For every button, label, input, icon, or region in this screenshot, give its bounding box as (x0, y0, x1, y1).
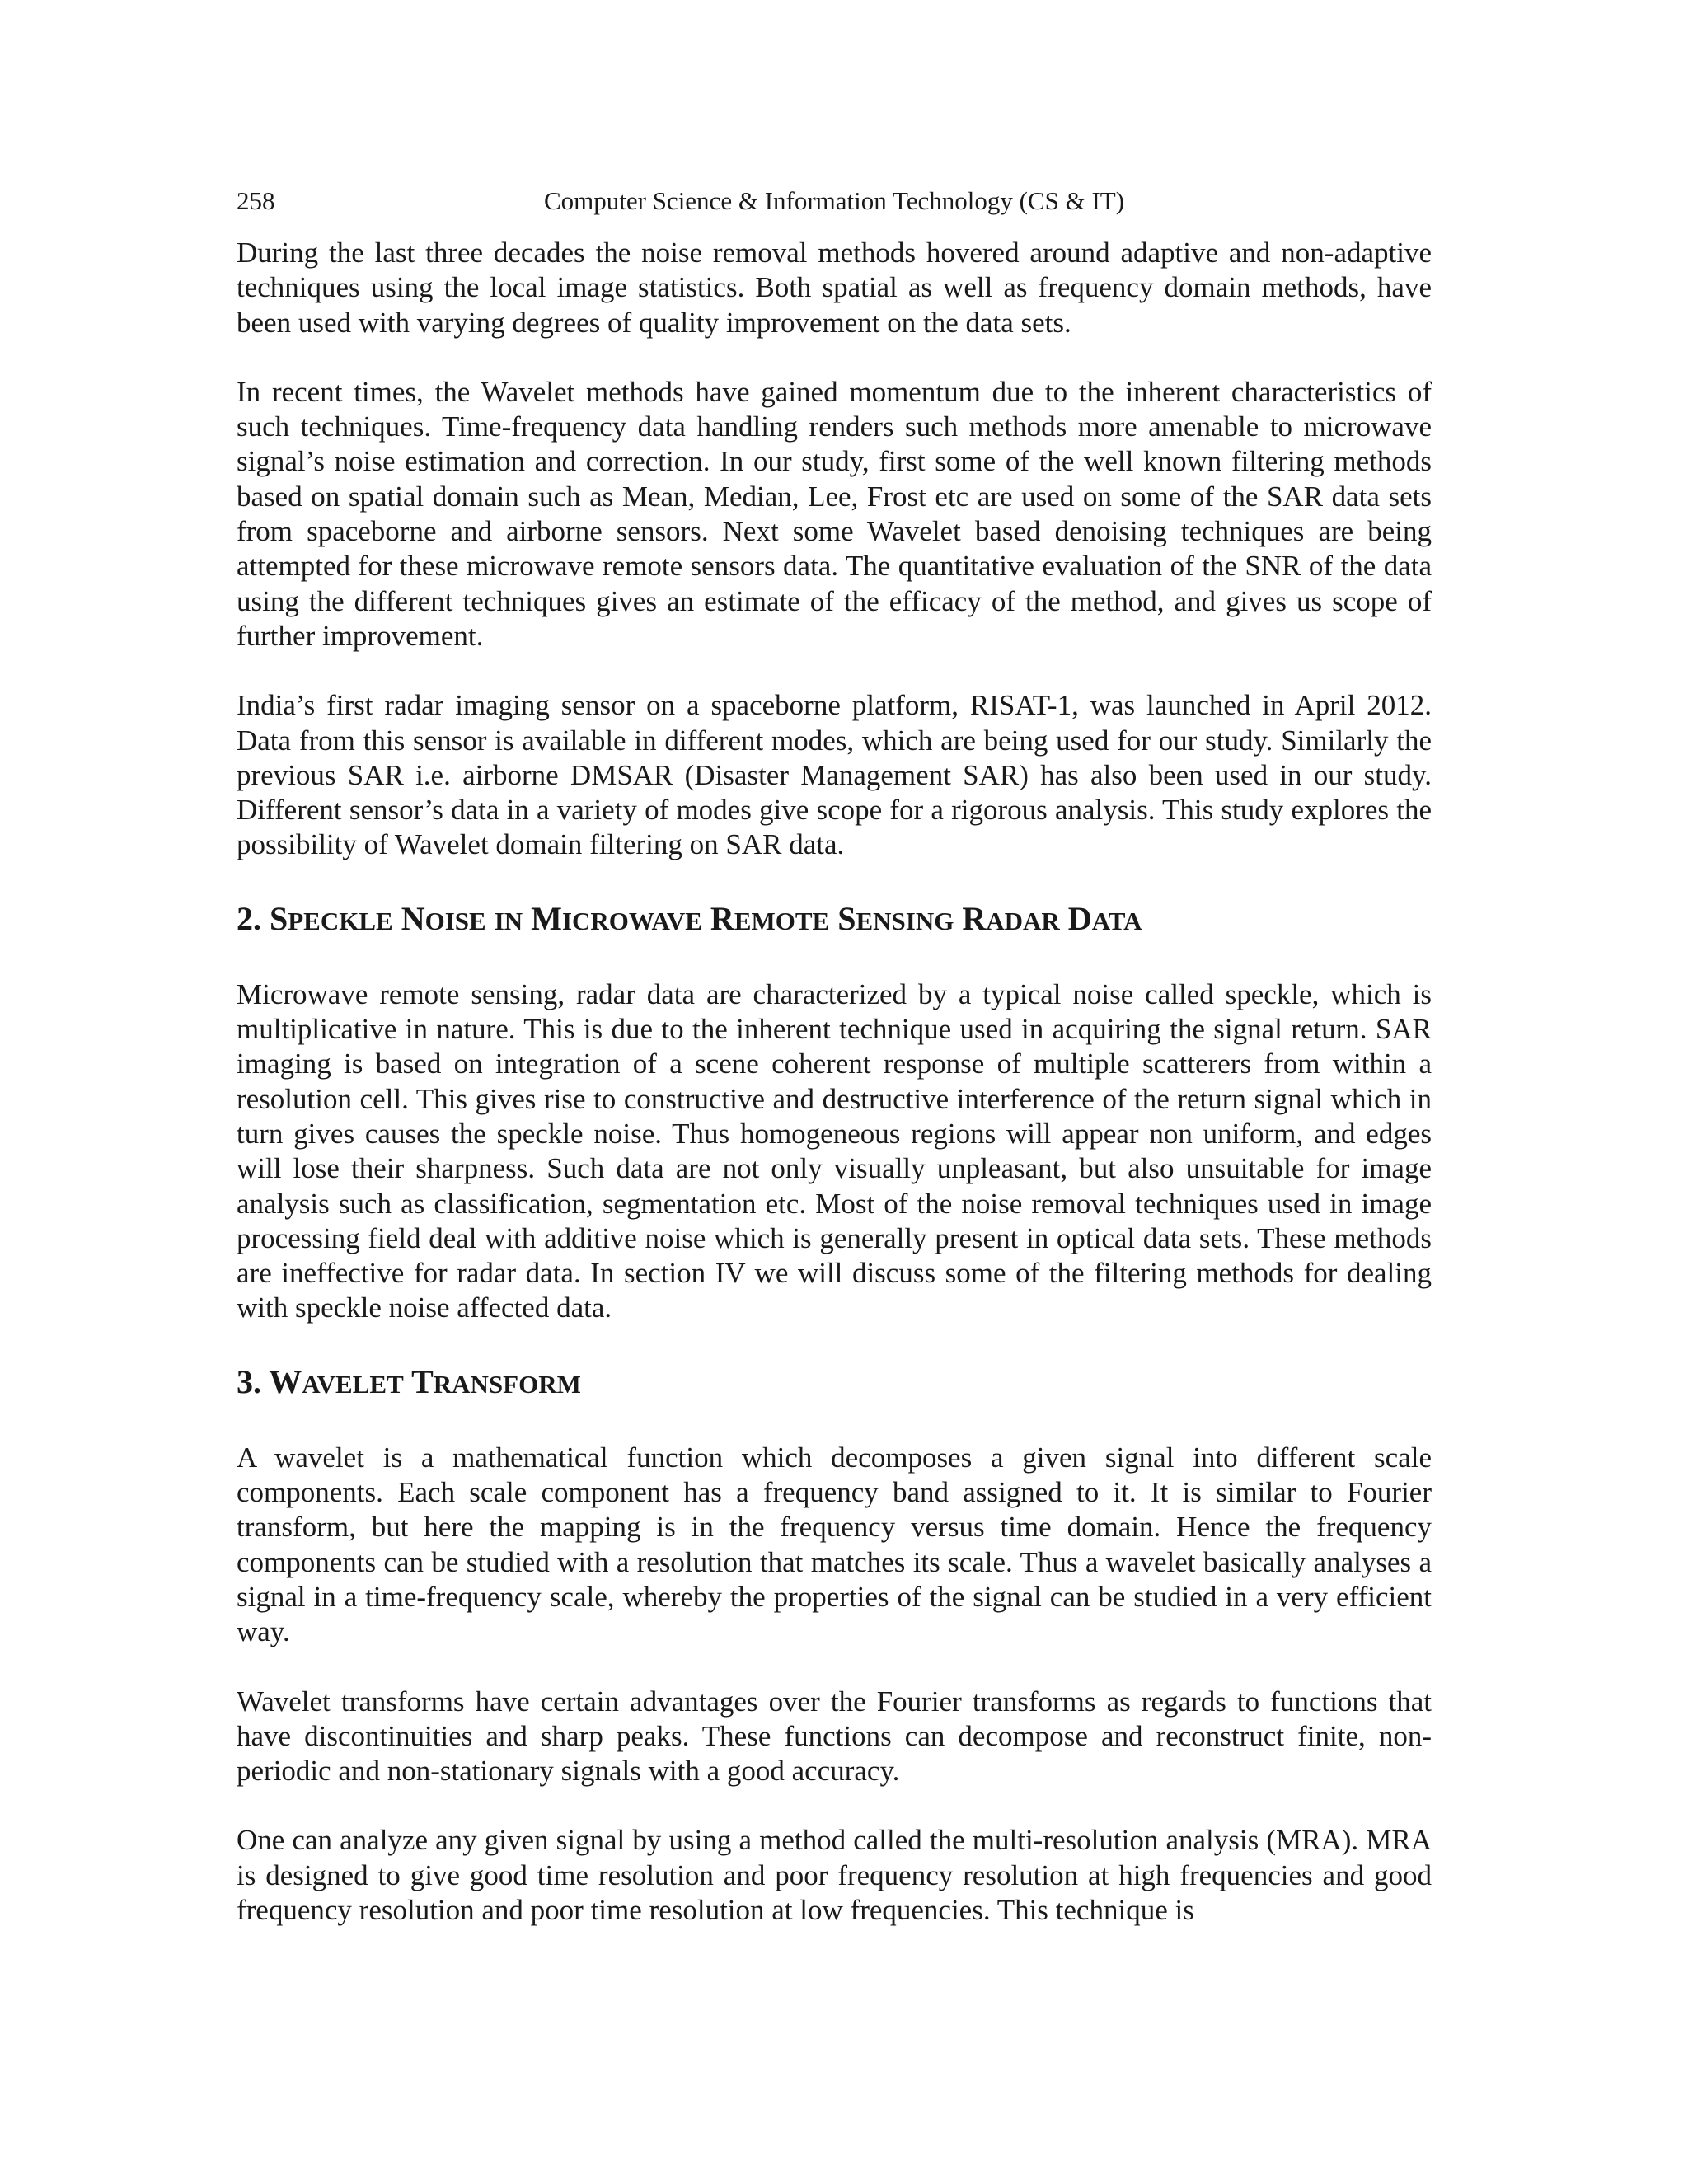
paragraph: A wavelet is a mathematical function which decomposes a given signal into different scale components. Each scale component has a frequency band assigned to it. It is similar to Fourier transform, but here the mapping is in the frequency versus time domain. Hence the frequency components can be studied with a resolution that matches its scale. Thus a wavelet basically analyses a signal in a time-frequency scale, whereby the properties of the signal can be studied in a very efficient way. (237, 1441, 1432, 1648)
heading-letter: M (531, 899, 562, 937)
page-number: 258 (237, 186, 275, 215)
section-number: 2. (237, 899, 261, 937)
running-title: Computer Science & Information Technology (CS & IT) (543, 186, 1125, 215)
section-number: 3. (237, 1362, 261, 1400)
heading-word: EMOTE (734, 906, 830, 935)
paragraph: Wavelet transforms have certain advantages over the Fourier transforms as regards to functions that have discontinuities and sharp peaks. These functions can decompose and reconstruct finite, non-periodic and non-stationary signals with a good accuracy. (237, 1685, 1432, 1788)
section-heading-speckle-noise (237, 899, 1432, 941)
heading-word: ATA (1091, 906, 1142, 935)
section-heading-wavelet-transform (237, 1362, 1432, 1404)
heading-letter: R (962, 899, 987, 937)
heading-letter: T (411, 1362, 434, 1400)
heading-word: IN (494, 906, 523, 935)
heading-letter: N (401, 899, 425, 937)
paragraph: During the last three decades the noise removal methods hovered around adaptive and non-adaptive techniques using the local image statistics. Both spatial as well as frequency domain methods, have been used with varying degrees of quality improvement on the data sets. (237, 237, 1432, 339)
heading-word: OISE (424, 906, 486, 935)
heading-letter: W (269, 1362, 302, 1400)
heading-letter: R (710, 899, 734, 937)
heading-word: ICROWAVE (561, 906, 702, 935)
heading-word: RANSFORM (433, 1369, 581, 1399)
heading-word: ENSING (856, 906, 954, 935)
heading-word: AVELET (302, 1369, 404, 1399)
heading-word: PECKLE (288, 906, 393, 935)
page-header (237, 183, 1432, 219)
heading-word: ADAR (986, 906, 1060, 935)
page-body (237, 236, 1432, 1928)
paragraph: India’s first radar imaging sensor on a spaceborne platform, RISAT-1, was launched in April 2012. Data from this sensor is available in different modes, which are being used for our study. Similarly the previous SAR i.e. airborne DMSAR (Disaster Management SAR) has also been used in our study. Different sensor’s data in a variety of modes give scope for a rigorous analysis. This study explores the possibility of Wavelet domain filtering on SAR data. (237, 689, 1432, 861)
paragraph: In recent times, the Wavelet methods have gained momentum due to the inherent characteristics of such techniques. Time-frequency data handling renders such methods more amenable to microwave signal’s noise estimation and correction. In our study, first some of the well known filtering methods based on spatial domain such as Mean, Median, Lee, Frost etc are used on some of the SAR data sets from spaceborne and airborne sensors. Next some Wavelet based denoising techniques are being attempted for these microwave remote sensors data. The quantitative evaluation of the SNR of the data using the different techniques gives an estimate of the efficacy of the method, and gives us scope of further improvement. (237, 375, 1432, 652)
heading-letter: S (270, 899, 288, 937)
heading-letter: S (837, 899, 856, 937)
paragraph: One can analyze any given signal by using a method called the multi-resolution analysis (MRA). MRA is designed to give good time resolution and poor frequency resolution at high frequencies and good frequency resolution and poor time resolution at low frequencies. This technique is (237, 1824, 1432, 1926)
heading-letter: D (1067, 899, 1092, 937)
paragraph: Microwave remote sensing, radar data are characterized by a typical noise called speckle, which is multiplicative in nature. This is due to the inherent technique used in acquiring the signal return. SAR imaging is based on integration of a scene coherent response of multiple scatterers from within a resolution cell. This gives rise to constructive and destructive interference of the return signal which in turn gives causes the speckle noise. Thus homogeneous regions will appear non uniform, and edges will lose their sharpness. Such data are not only visually unpleasant, but also unsuitable for image analysis such as classification, segmentation etc. Most of the noise removal techniques used in image processing field deal with additive noise which is generally present in optical data sets. These methods are ineffective for radar data. In section IV we will discuss some of the filtering methods for dealing with speckle noise affected data. (237, 977, 1432, 1324)
